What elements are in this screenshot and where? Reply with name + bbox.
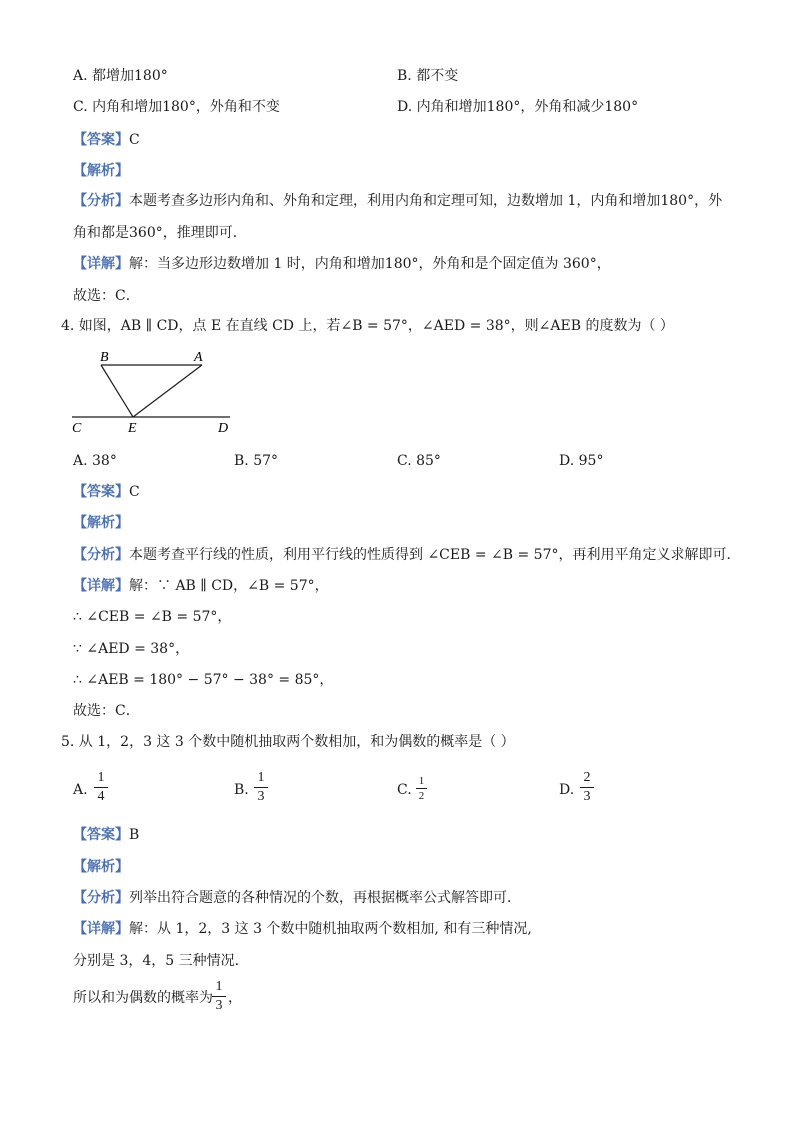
- q3-xiangjie: 【详解】解：当多边形边数增加 1 时，内角和增加180°，外角和是个固定值为 360°，: [73, 256, 611, 272]
- q5-option-b-fraction: 1 3: [254, 770, 268, 805]
- q4-figure: [70, 345, 240, 437]
- q4-answer: C: [129, 484, 140, 500]
- q4-option-c: C. 85°: [397, 453, 441, 469]
- q3-fenxi-line1: 【分析】本题考查多边形内角和、外角和定理，利用内角和定理可知，边数增加 1，内角和增加180°，外: [73, 193, 723, 209]
- q3-fenxi-line2: 角和都是360°，推理即可．: [73, 225, 247, 241]
- q5-final-tail: ，: [228, 990, 242, 1006]
- q3-answer-line: [73, 131, 140, 149]
- q5-question: 5. 从 1，2，3 这 3 个数中随机抽取两个数相加，和为偶数的概率是（ ）: [61, 734, 515, 750]
- q5-xiangjie: 【详解】解：从 1，2，3 这 3 个数中随机抽取两个数相加, 和有三种情况,: [73, 921, 532, 937]
- label-e: E: [128, 421, 137, 436]
- q5-answer-line: 【答案】B: [73, 827, 140, 843]
- q5-option-c-fraction: 1 2: [416, 775, 427, 802]
- q3-analysis-tag: 【解析】: [73, 163, 129, 179]
- q3-conclusion: 故选：C．: [73, 288, 140, 304]
- line-ae: [133, 365, 202, 417]
- q5-line3: 所以和为偶数的概率为: [73, 990, 213, 1006]
- q4-question: 4. 如图，AB ∥ CD，点 E 在直线 CD 上，若∠B = 57°，∠AED = 38°，则∠AEB 的度数为（ ）: [61, 318, 674, 334]
- q4-analysis-tag: 【解析】: [73, 515, 129, 531]
- label-c: C: [72, 421, 82, 436]
- q4-step1: ∴ ∠CEB = ∠B = 57°，: [73, 609, 232, 625]
- q3-answer: C: [129, 132, 140, 148]
- q5-option-c-label: C.: [397, 782, 412, 798]
- label-a: A: [194, 350, 203, 365]
- q3-option-c: C. 内角和增加180°，外角和不变: [73, 99, 280, 115]
- q3-option-b: B. 都不变: [397, 68, 459, 84]
- q3-option-d: D. 内角和增加180°，外角和减少180°: [397, 99, 639, 115]
- q5-fenxi: 【分析】列举出符合题意的各种情况的个数，再根据概率公式解答即可．: [73, 890, 521, 906]
- label-b: B: [100, 350, 109, 365]
- q4-step2: ∵ ∠AED = 38°，: [73, 641, 190, 657]
- q4-option-b: B. 57°: [234, 453, 279, 469]
- q4-step3: ∴ ∠AEB = 180° − 57° − 38° = 85°，: [73, 672, 334, 688]
- q4-xiangjie: 【详解】解：∵ AB ∥ CD，∠B = 57°，: [73, 578, 329, 594]
- q5-option-d-fraction: 2 3: [580, 770, 594, 805]
- q5-analysis-tag: 【解析】: [73, 859, 129, 875]
- line-be: [101, 365, 133, 417]
- q5-answer: B: [129, 827, 140, 843]
- label-d: D: [218, 421, 229, 436]
- q5-option-a-fraction: 1 4: [94, 770, 108, 805]
- q4-conclusion: 故选：C．: [73, 703, 140, 719]
- q5-final-fraction: 1 3: [212, 979, 226, 1014]
- q3-option-a: A. 都增加180°: [73, 68, 168, 84]
- q5-line2: 分别是 3，4，5 三种情况.: [73, 953, 240, 969]
- q4-answer-line: 【答案】C: [73, 484, 140, 500]
- q4-fenxi: 【分析】本题考查平行线的性质，利用平行线的性质得到 ∠CEB = ∠B = 57°，再利用平角定义求解即可．: [73, 547, 741, 563]
- q5-option-b-label: B.: [234, 782, 249, 798]
- q4-option-a: A. 38°: [73, 453, 117, 469]
- q5-option-a-label: A.: [73, 782, 88, 798]
- answer-tag: 【答案】: [73, 132, 129, 148]
- q5-option-d-label: D.: [559, 782, 575, 798]
- q4-option-d: D. 95°: [559, 453, 604, 469]
